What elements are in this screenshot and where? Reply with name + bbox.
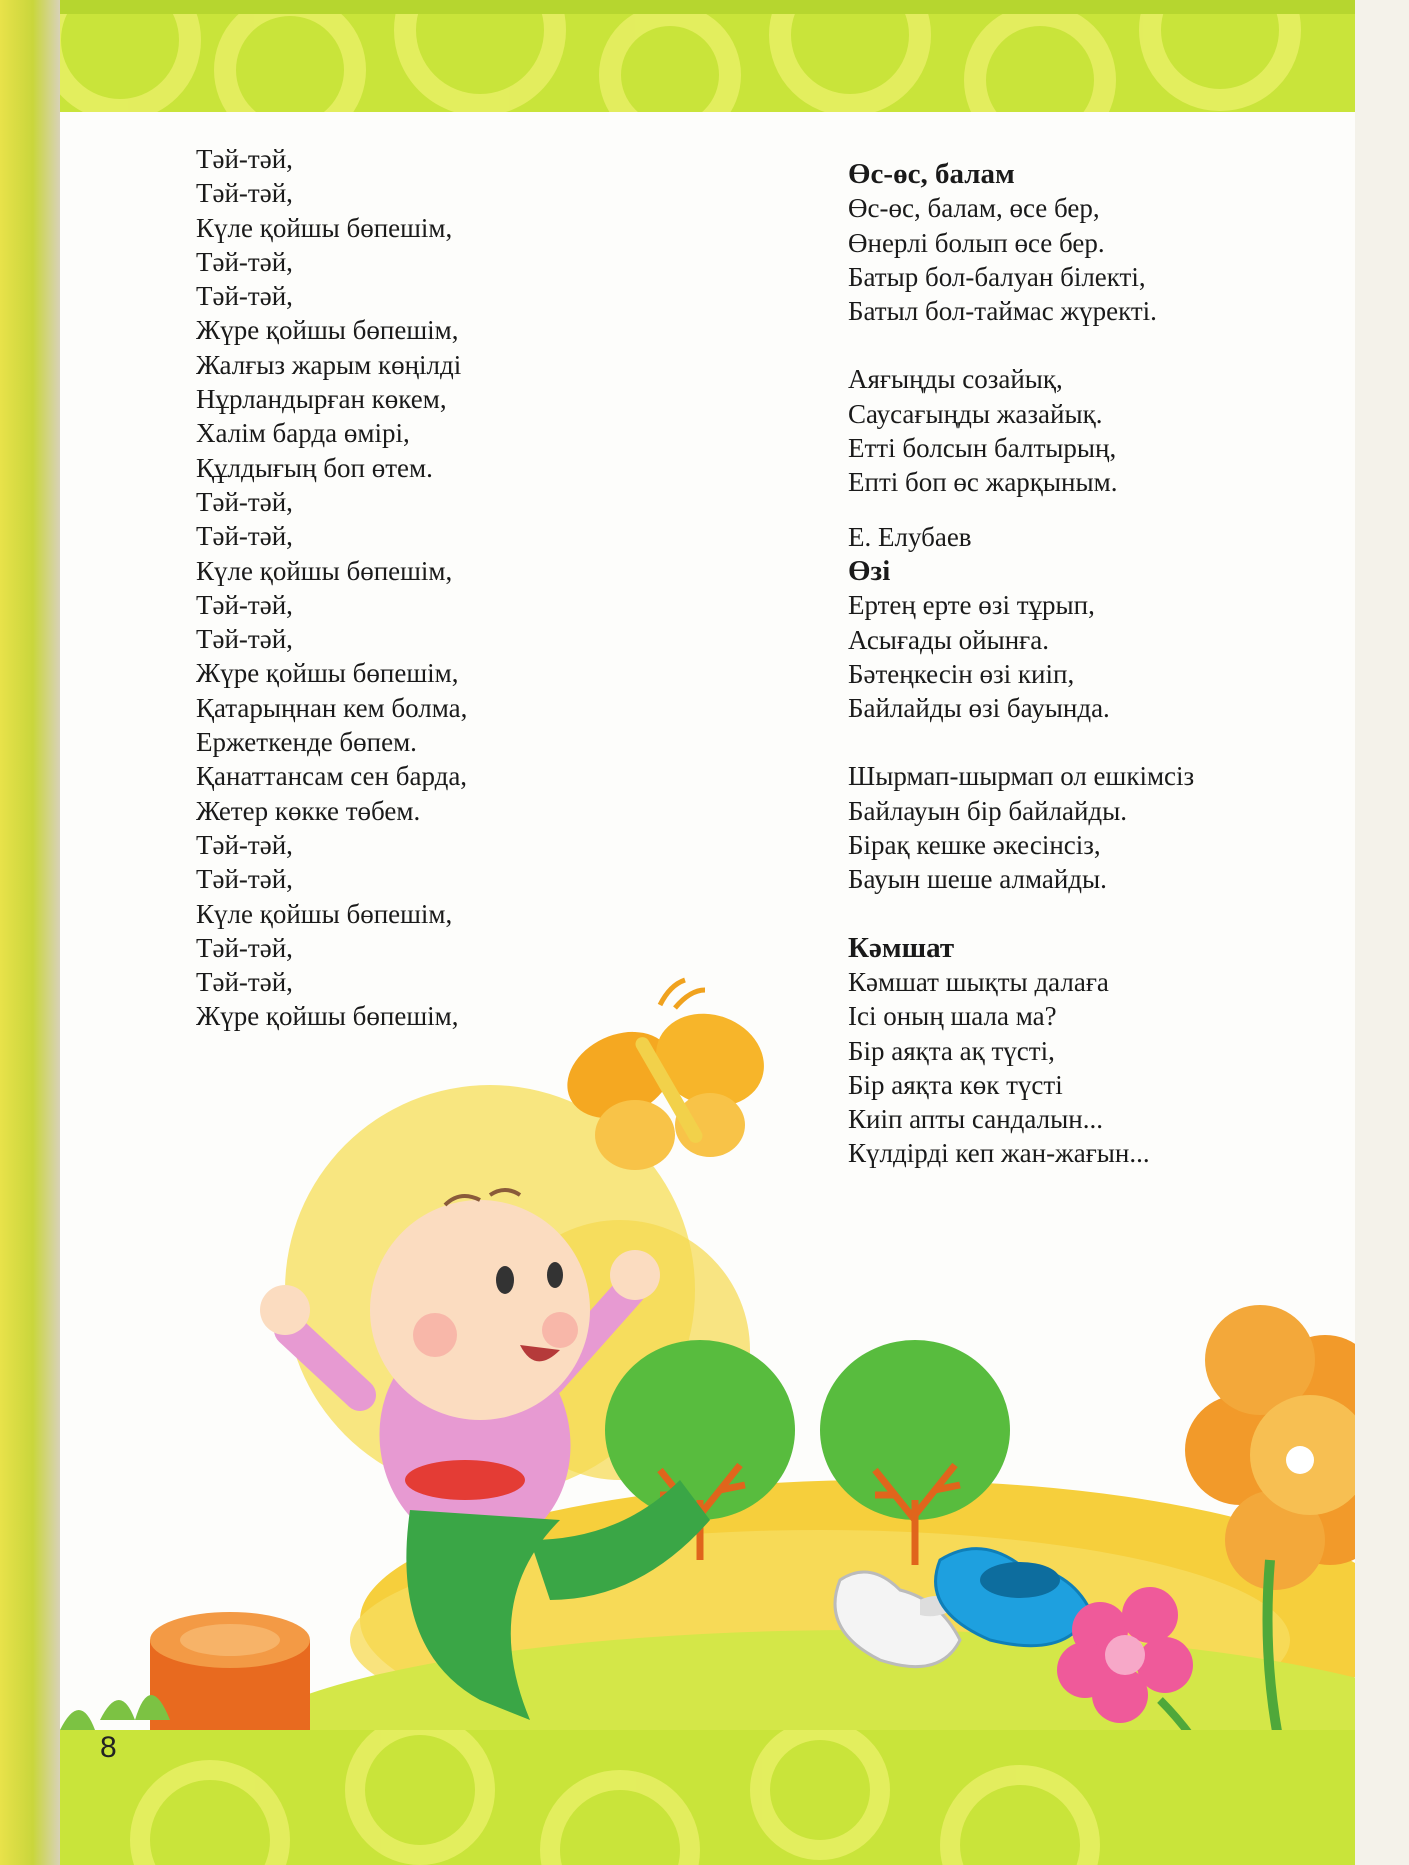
poem-title: Өс-өс, балам	[848, 158, 1015, 190]
poem-line: Халім барда өмірі,	[196, 418, 410, 449]
right-poems	[848, 157, 1348, 1171]
poem-line: Күле қойшы бөпешім,	[196, 212, 453, 243]
poem-line: Қанаттансам сен барда,	[196, 761, 468, 792]
poem-line: Кәмшат шықты далаға	[848, 966, 1109, 997]
poem-line: Аяғыңды созайық,	[848, 364, 1063, 395]
poem-line: Саусағыңды жазайық.	[848, 398, 1103, 429]
poem-author: Е. Елубаев	[848, 521, 972, 552]
poem-line: Бәтеңкесін өзі киіп,	[848, 658, 1075, 689]
poem-line: Тәй-тәй,	[196, 589, 293, 620]
poem-line: Күлдірді кеп жан-жағын...	[848, 1138, 1150, 1169]
poem-line: Бір аяқта көк түсті	[848, 1069, 1063, 1100]
poem-line: Жалғыз жарым көңілді	[196, 349, 462, 380]
left-poem	[196, 142, 616, 1034]
poem-line: Тәй-тәй,	[196, 624, 293, 655]
poem-line: Қатарыңнан кем болма,	[196, 692, 468, 723]
poem-line: Шырмап-шырмап ол ешкімсіз	[848, 761, 1195, 792]
poem-line: Бір аяқта ақ түсті,	[848, 1035, 1055, 1066]
poem-line: Тәй-тәй,	[196, 178, 293, 209]
book-page	[60, 0, 1355, 1865]
poem-line: Тәй-тәй,	[196, 829, 293, 860]
poem-title: Кәмшат	[848, 931, 955, 964]
poem-line: Байлауын бір байлайды.	[848, 795, 1128, 826]
poem-line: Жүре қойшы бөпешім,	[196, 658, 459, 689]
poem-title: Өзі	[848, 554, 891, 587]
poem-line: Жетер көкке төбем.	[196, 795, 421, 826]
poem-line: Епті боп өс жарқыным.	[848, 467, 1118, 498]
poem-line: Тәй-тәй,	[196, 521, 293, 552]
poem-line: Құлдығың боп өтем.	[196, 452, 433, 483]
poem-line: Тәй-тәй,	[196, 144, 293, 174]
page-number: 8	[100, 1731, 117, 1764]
poem-line: Күле қойшы бөпешім,	[196, 898, 453, 929]
poem-line: Батыр бол-балуан білекті,	[848, 261, 1146, 292]
poem-line: Күле қойшы бөпешім,	[196, 555, 453, 586]
poem-line: Тәй-тәй,	[196, 486, 293, 517]
poem-line: Бауын шеше алмайды.	[848, 864, 1107, 895]
poem-line: Ертең ерте өзі тұрып,	[848, 590, 1095, 621]
bottom-decorative-band	[60, 1730, 1355, 1865]
poem-line: Тәй-тәй,	[196, 967, 293, 998]
poem-line: Байлайды өзі бауында.	[848, 693, 1110, 724]
poem-line: Тәй-тәй,	[196, 281, 293, 312]
book-left-edge	[0, 0, 60, 1865]
poem-line: Тәй-тәй,	[196, 246, 293, 277]
poem-line: Киіп апты сандалын...	[848, 1104, 1103, 1135]
poem-line: Жүре қойшы бөпешім,	[196, 315, 459, 346]
poem-line: Тәй-тәй,	[196, 932, 293, 963]
book-right-edge	[1355, 0, 1409, 1865]
poem-line: Етті болсын балтырың,	[848, 433, 1117, 464]
poem-line: Өнерлі болып өсе бер.	[848, 227, 1105, 258]
poem-line: Жүре қойшы бөпешім,	[196, 1001, 459, 1032]
poem-line: Ісі оның шала ма?	[848, 1001, 1057, 1032]
poem-line: Нұрландырған көкем,	[196, 384, 447, 415]
poem-line: Өс-өс, балам, өсе бер,	[848, 193, 1100, 224]
poem-line: Батыл бол-таймас жүректі.	[848, 296, 1157, 327]
poem-line: Асығады ойынға.	[848, 624, 1049, 655]
poem-line: Бірақ кешке әкесінсіз,	[848, 830, 1101, 861]
poem-line: Тәй-тәй,	[196, 864, 293, 895]
poem-line: Ержеткенде бөпем.	[196, 727, 417, 758]
